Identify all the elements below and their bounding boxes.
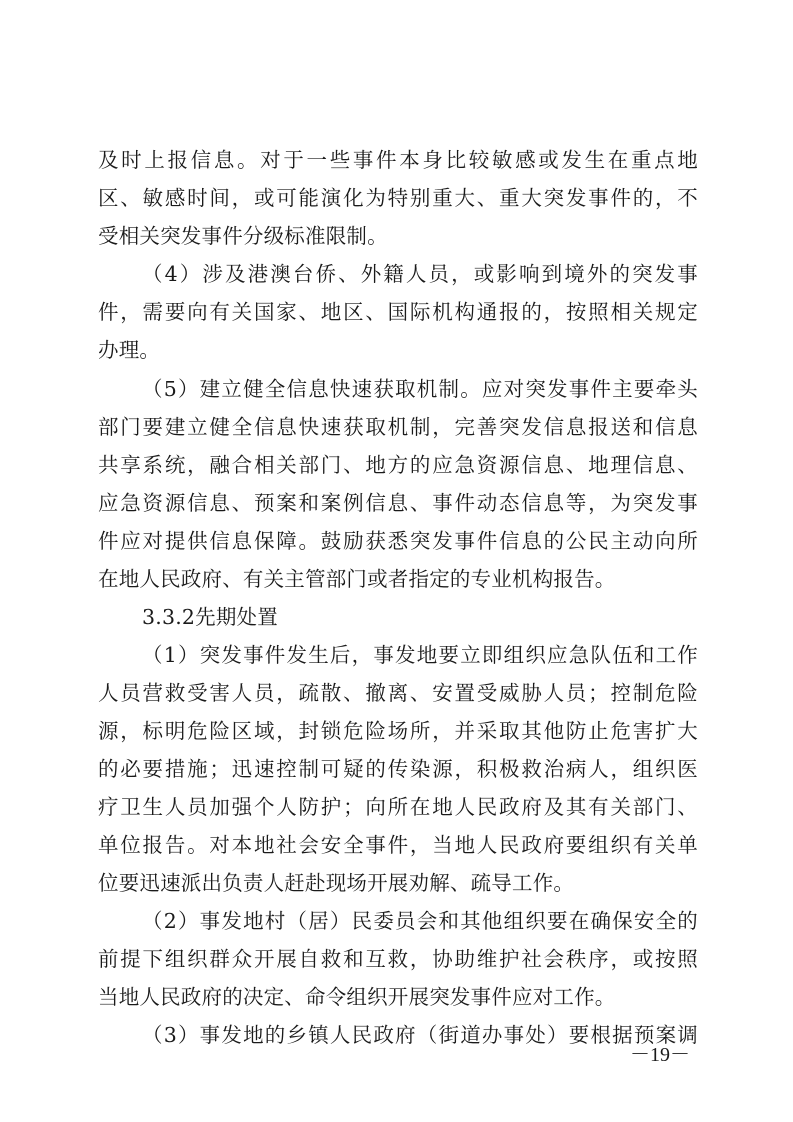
text-line: （3）事发地的乡镇人民政府（街道办事处）要根据预案调 — [142, 1023, 698, 1047]
text-line: 及时上报信息。对于一些事件本身比较敏感或发生在重点地 — [98, 148, 698, 172]
text-line: （4）涉及港澳台侨、外籍人员，或影响到境外的突发事 — [142, 262, 698, 286]
text-line: 应急资源信息、预案和案例信息、事件动态信息等，为突发事 — [98, 491, 698, 515]
text-line: 源，标明危险区域，封锁危险场所，并采取其他防止危害扩大 — [98, 719, 698, 743]
text-line: 人员营救受害人员，疏散、撤离、安置受威胁人员；控制危险 — [98, 681, 698, 705]
text-line: 件应对提供信息保障。鼓励获悉突发事件信息的公民主动向所 — [98, 529, 698, 553]
text-line: 部门要建立健全信息快速获取机制，完善突发信息报送和信息 — [98, 415, 698, 439]
section-heading: 3.3.2先期处置 — [142, 605, 278, 629]
text-line: 受相关突发事件分级标准限制。 — [98, 224, 388, 248]
text-line: 单位报告。对本地社会安全事件，当地人民政府要组织有关单 — [98, 833, 698, 857]
text-line: （5）建立健全信息快速获取机制。应对突发事件主要牵头 — [142, 377, 698, 401]
text-line: 件，需要向有关国家、地区、国际机构通报的，按照相关规定 — [98, 300, 698, 324]
text-line: 位要迅速派出负责人赶赴现场开展劝解、疏导工作。 — [98, 871, 575, 895]
text-line: 区、敏感时间，或可能演化为特别重大、重大突发事件的，不 — [98, 186, 698, 210]
text-line: 共享系统，融合相关部门、地方的应急资源信息、地理信息、 — [98, 453, 698, 477]
text-line: 当地人民政府的决定、命令组织开展突发事件应对工作。 — [98, 985, 616, 1009]
page-number: －19－ — [630, 1044, 690, 1066]
text-line: 的必要措施；迅速控制可疑的传染源，积极救治病人，组织医 — [98, 757, 698, 781]
text-line: 前提下组织群众开展自救和互救，协助维护社会秩序，或按照 — [98, 947, 698, 971]
text-line: （1）突发事件发生后，事发地要立即组织应急队伍和工作 — [142, 643, 698, 667]
text-line: 办理。 — [98, 338, 161, 362]
text-line: （2）事发地村（居）民委员会和其他组织要在确保安全的 — [142, 909, 698, 933]
text-line: 疗卫生人员加强个人防护；向所在地人民政府及其有关部门、 — [98, 795, 698, 819]
text-line: 在地人民政府、有关主管部门或者指定的专业机构报告。 — [98, 567, 616, 591]
